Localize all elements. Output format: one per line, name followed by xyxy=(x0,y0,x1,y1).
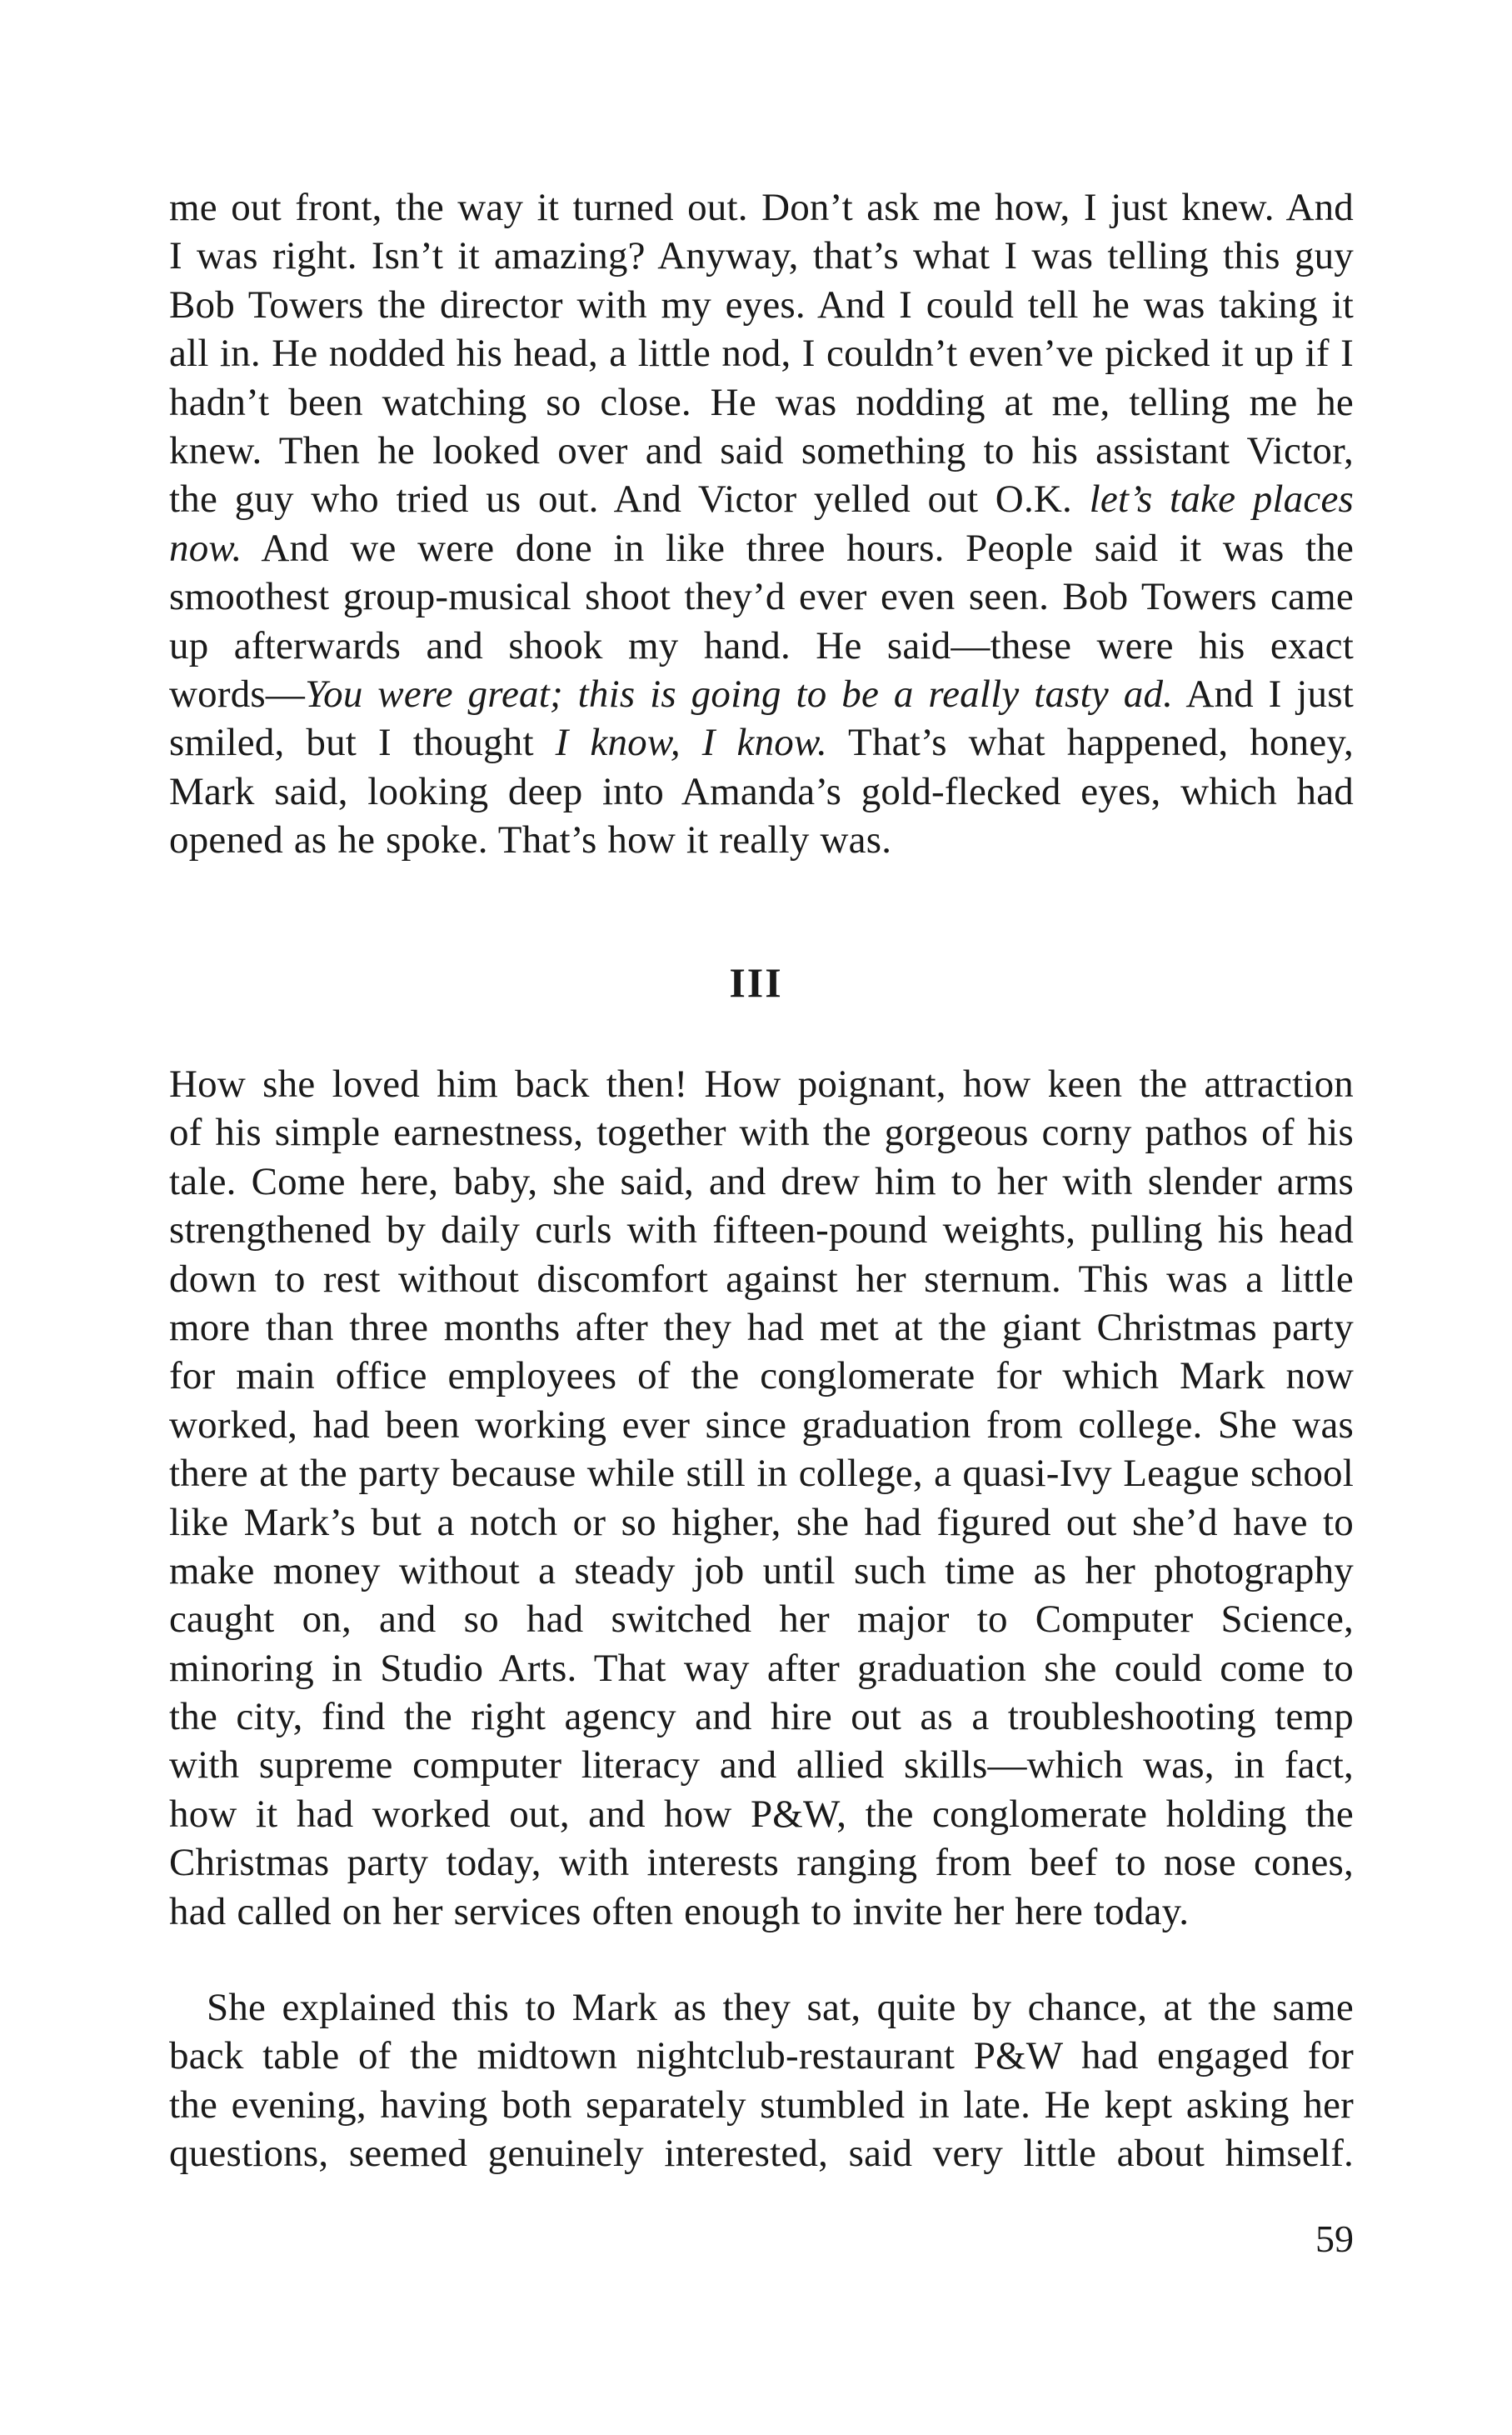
text-line: knew. Then he looked over and said something to his assistant Victor, xyxy=(169,428,1354,472)
text-line: make money without a steady job until such time as her photography xyxy=(169,1548,1354,1592)
text-line: questions, seemed genuinely interested, said very little about himself. xyxy=(169,2132,1354,2176)
text-segment: words— xyxy=(169,672,306,716)
text-line: like Mark’s but a notch or so higher, she had figured out she’d have to xyxy=(169,1500,1354,1544)
text-line: smoothest group-musical shoot they’d ever even seen. Bob Towers came xyxy=(169,575,1354,619)
text-segment: And I just xyxy=(1185,672,1354,716)
text-line: Bob Towers the director with my eyes. And I could tell he was taking it xyxy=(169,282,1354,327)
text-line: opened as he spoke. That’s how it really was. xyxy=(169,818,892,862)
italic-dialogue: let’s take places xyxy=(1089,478,1354,522)
text-line: caught on, and so had switched her major to Computer Science, xyxy=(169,1598,1354,1642)
text-line: down to rest without discomfort against her sternum. This was a little xyxy=(169,1257,1354,1301)
text-line xyxy=(169,670,1354,718)
text-line: me out front, the way it turned out. Don’t ask me how, I just knew. And xyxy=(169,186,1354,229)
text-line: tale. Come here, baby, she said, and drew him to her with slender arms xyxy=(169,1159,1354,1203)
text-line: She explained this to Mark as they sat, quite by chance, at the same xyxy=(207,1986,1354,2029)
text-line: up afterwards and shook my hand. He said—these were his exact xyxy=(169,623,1354,668)
page-number: 59 xyxy=(1315,2218,1354,2260)
section-heading: III xyxy=(729,959,783,1006)
text-line: more than three months after they had met at the giant Christmas party xyxy=(169,1305,1354,1349)
text-line: had called on her services often enough to invite her here today. xyxy=(169,1889,1190,1933)
text-line: I was right. Isn’t it amazing? Anyway, that’s what I was telling this guy xyxy=(169,234,1354,278)
text-segment: the guy who tried us out. And Victor yelled out O.K. xyxy=(169,478,1072,522)
italic-dialogue: now. xyxy=(169,526,242,570)
text-line: the city, find the right agency and hire out as a troubleshooting temp xyxy=(169,1695,1354,1739)
text-line: of his simple earnestness, together with the gorgeous corny pathos of his xyxy=(169,1111,1354,1155)
text-line: with supreme computer literacy and allied skills—which was, in fact, xyxy=(169,1743,1354,1788)
text-line: worked, had been working ever since graduation from college. She was xyxy=(169,1402,1354,1447)
text-segment: smiled, but I thought xyxy=(169,721,534,765)
continuation-paragraph xyxy=(169,183,1354,864)
paragraph-two xyxy=(169,1060,1354,1936)
text-line: How she loved him back then! How poignant, how keen the attraction xyxy=(169,1062,1354,1106)
paragraph-three xyxy=(169,1983,1354,2178)
text-line: back table of the midtown nightclub-restaurant P&W had engaged for xyxy=(169,2034,1354,2078)
text-line: minoring in Studio Arts. That way after graduation she could come to xyxy=(169,1646,1354,1690)
text-line: strengthened by daily curls with fifteen-pound weights, pulling his head xyxy=(169,1208,1354,1252)
text-line: how it had worked out, and how P&W, the conglomerate holding the xyxy=(169,1792,1354,1836)
italic-thought: I know, I know. xyxy=(555,721,827,765)
text-line xyxy=(169,524,1354,572)
text-line: there at the party because while still in college, a quasi-Ivy League school xyxy=(169,1452,1354,1496)
text-line: Christmas party today, with interests ranging from beef to nose cones, xyxy=(169,1841,1354,1885)
text-line: Mark said, looking deep into Amanda’s gold-flecked eyes, which had xyxy=(169,769,1354,813)
text-line: hadn’t been watching so close. He was nodding at me, telling me he xyxy=(169,380,1354,424)
text-line: all in. He nodded his head, a little nod, I couldn’t even’ve picked it up if I xyxy=(169,332,1354,376)
text-line xyxy=(169,718,1354,767)
text-line: for main office employees of the conglomerate for which Mark now xyxy=(169,1354,1354,1398)
text-segment: That’s what happened, honey, xyxy=(848,721,1354,765)
italic-dialogue: You were great; this is going to be a really tasty ad. xyxy=(305,672,1174,716)
text-segment: And we were done in like three hours. People said it was the xyxy=(261,526,1354,570)
text-line: the evening, having both separately stumbled in late. He kept asking her xyxy=(169,2082,1354,2127)
text-line xyxy=(169,475,1354,523)
